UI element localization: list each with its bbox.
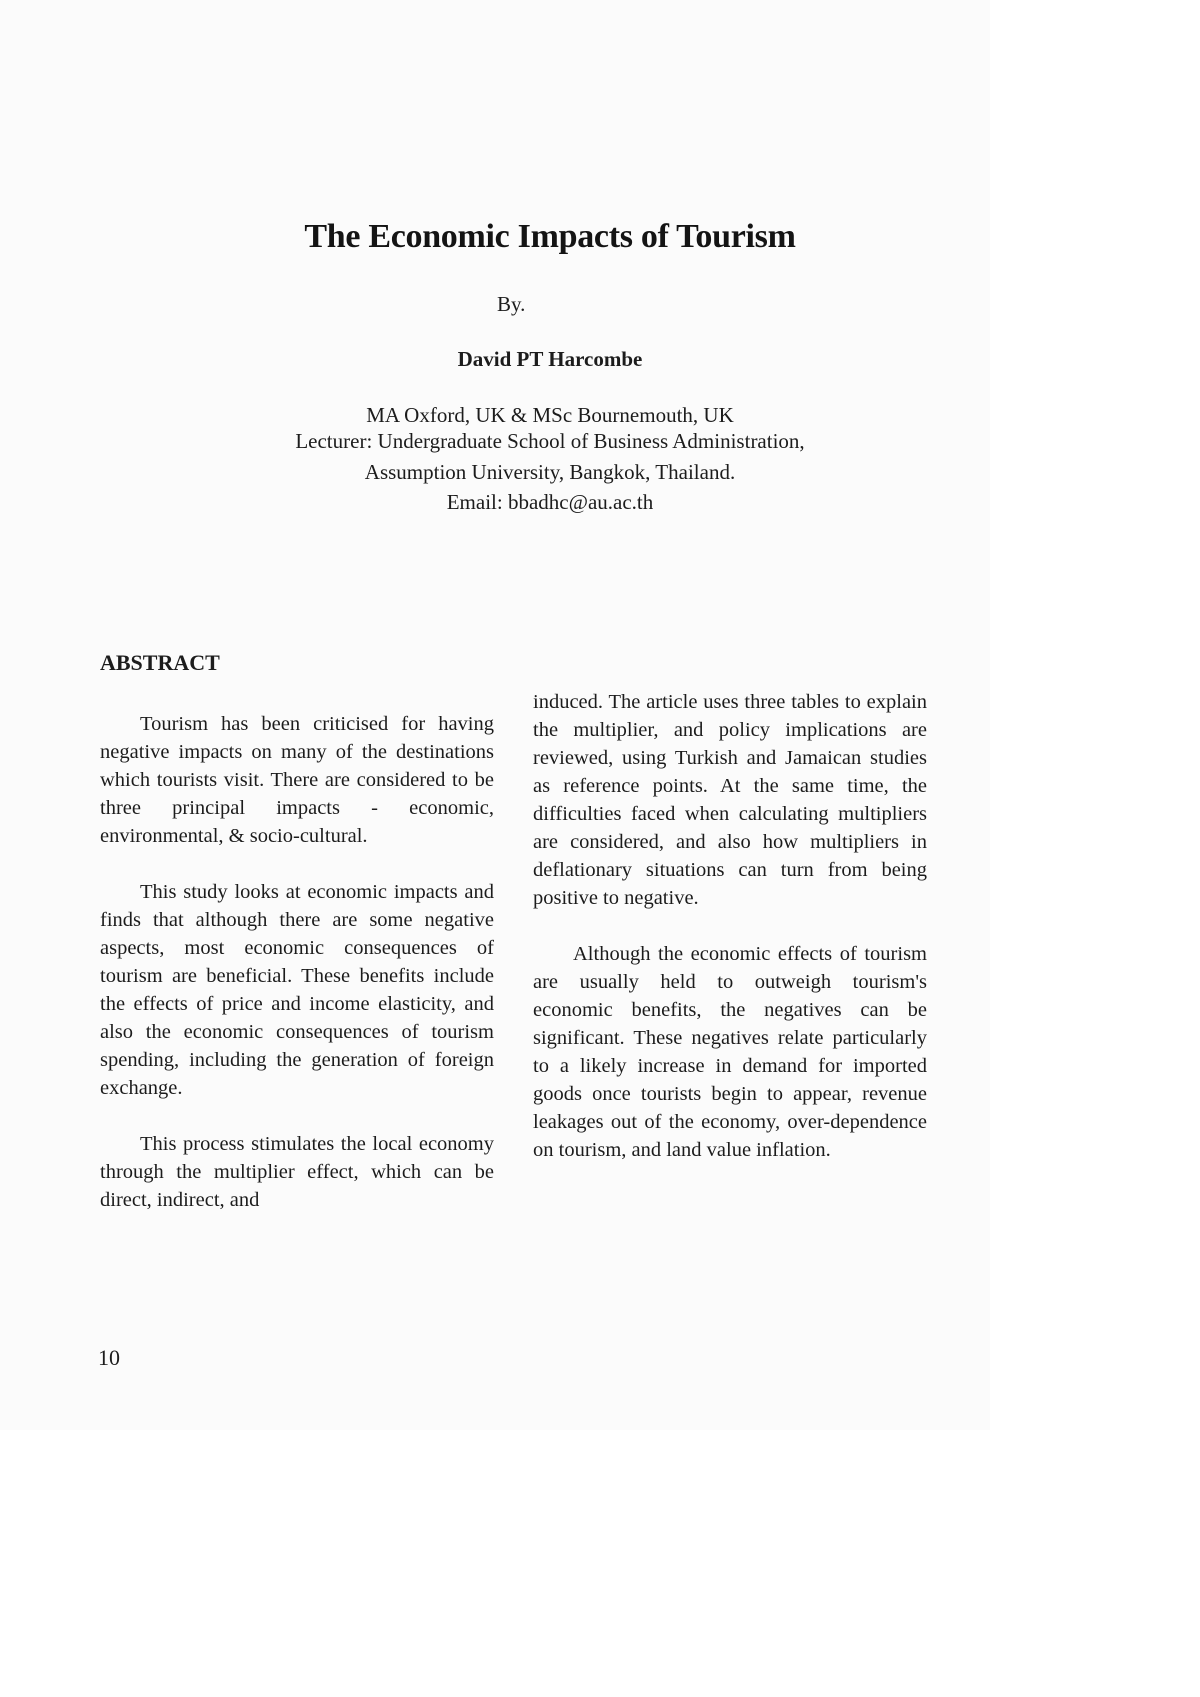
- abstract-paragraph: This process stimulates the local economy through the multiplier effect, which can be direct, indirect, and: [100, 1133, 494, 1211]
- abstract-right-column: [533, 688, 927, 1164]
- author-name: David PT Harcombe: [457, 347, 643, 371]
- byline: By.: [497, 292, 526, 316]
- abstract-left-column: [100, 710, 494, 1214]
- affiliation-position: Lecturer: Undergraduate School of Business Administration,: [295, 429, 805, 453]
- abstract-paragraph: Although the economic effects of tourism are usually held to outweigh tourism's economic benefits, the negatives can be significant. These negatives relate particularly to a likely increase in demand for imported goods once tourists begin to appear, revenue leakages out of the economy, over-dependence on tourism, and land value inflation.: [533, 943, 927, 1161]
- abstract-heading: ABSTRACT: [100, 650, 220, 675]
- page-number: 10: [98, 1345, 120, 1370]
- author-email: Email: bbadhc@au.ac.th: [446, 490, 654, 514]
- paper-title: The Economic Impacts of Tourism: [304, 218, 796, 255]
- affiliation-degrees: MA Oxford, UK & MSc Bournemouth, UK: [366, 403, 734, 427]
- affiliation-institution: Assumption University, Bangkok, Thailand.: [364, 460, 736, 484]
- abstract-paragraph: induced. The article uses three tables to explain the multiplier, and policy implications are reviewed, using Turkish and Jamaican studies as reference points. At the same time, the difficulties faced when calculating multipliers are considered, and also how multipliers in deflationary situations can turn from being positive to negative.: [533, 691, 927, 909]
- abstract-paragraph: This study looks at economic impacts and finds that although there are some negative aspects, most economic consequences of tourism are beneficial. These benefits include the effects of price and income elasticity, and also the economic consequences of tourism spending, including the generation of foreign exchange.: [100, 881, 494, 1099]
- abstract-paragraph: Tourism has been criticised for having negative impacts on many of the destinations which tourists visit. There are considered to be three principal impacts - economic, environmental, & socio-cultural.: [100, 713, 494, 847]
